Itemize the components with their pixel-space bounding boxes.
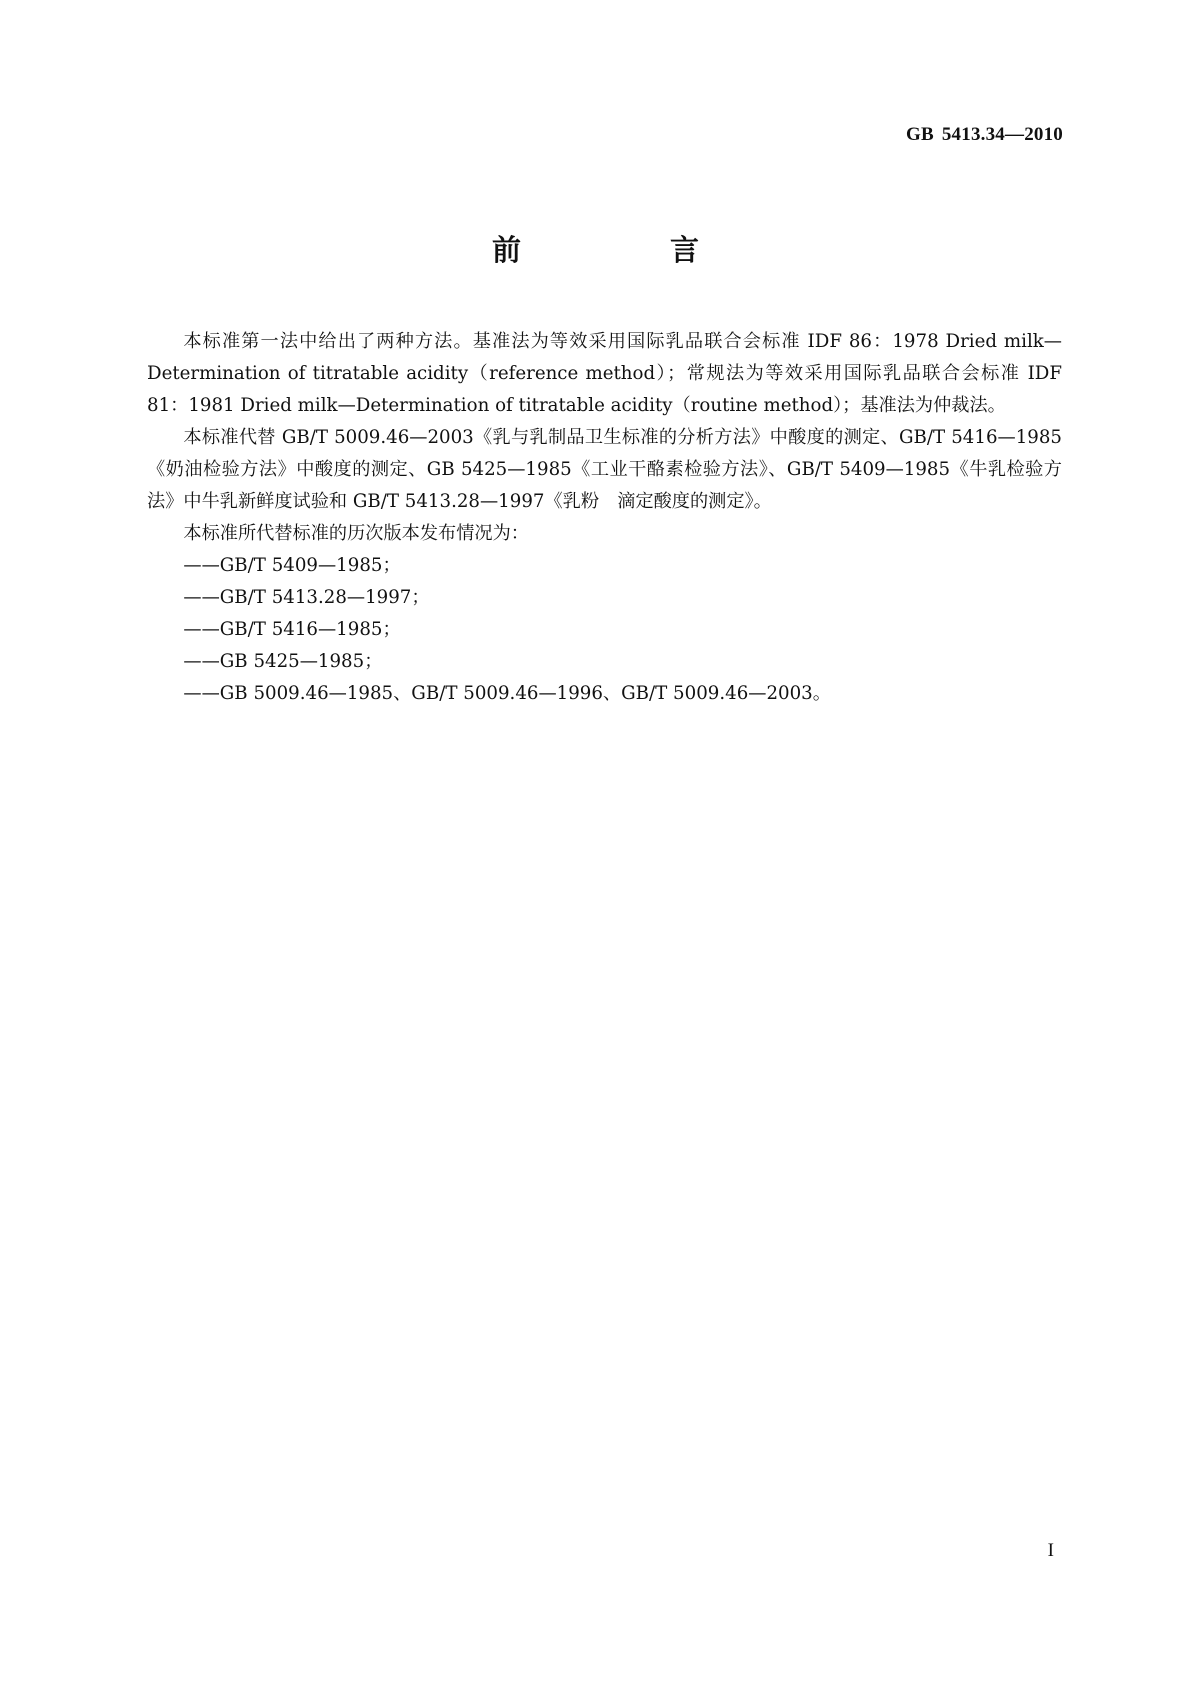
standard-number: 5413.34—2010	[941, 124, 1063, 145]
history-list-item: ——GB 5425—1985；	[183, 651, 383, 672]
paragraph-history-intro: 本标准所代替标准的历次版本发布情况为：	[183, 523, 529, 544]
standard-prefix: GB	[905, 124, 934, 145]
standard-code	[906, 124, 1063, 146]
paragraph-methods: 本标准第一法中给出了两种方法。基准法为等效采用国际乳品联合会标准 IDF 86：1978 Dried milk—Determination of titratable acidity（reference method）；常规法为等效采用国际乳品联合会标准 IDF 81：1981 Dried milk—Determination of titratable acidity（routine method）；基准法为仲裁法。	[147, 331, 1062, 416]
history-list-item: ——GB/T 5409—1985；	[183, 555, 401, 576]
paragraph-replaces: 本标准代替 GB/T 5009.46—2003《乳与乳制品卫生标准的分析方法》中酸度的测定、GB/T 5416—1985《奶油检验方法》中酸度的测定、GB 5425—1985《工业干酪素检验方法》、GB/T 5409—1985《牛乳检验方法》中牛乳新鲜度试验和 GB/T 5413.28—1997《乳粉 滴定酸度的测定》。	[147, 427, 1062, 512]
history-list-item: ——GB/T 5416—1985；	[183, 619, 401, 640]
preface-body	[147, 326, 1062, 710]
history-list-item: ——GB/T 5413.28—1997；	[183, 587, 430, 608]
page-number: I	[1047, 1540, 1054, 1561]
preface-title: 前 言	[491, 233, 759, 267]
history-list-item: ——GB 5009.46—1985、GB/T 5009.46—1996、GB/T 5009.46—2003。	[183, 683, 831, 704]
